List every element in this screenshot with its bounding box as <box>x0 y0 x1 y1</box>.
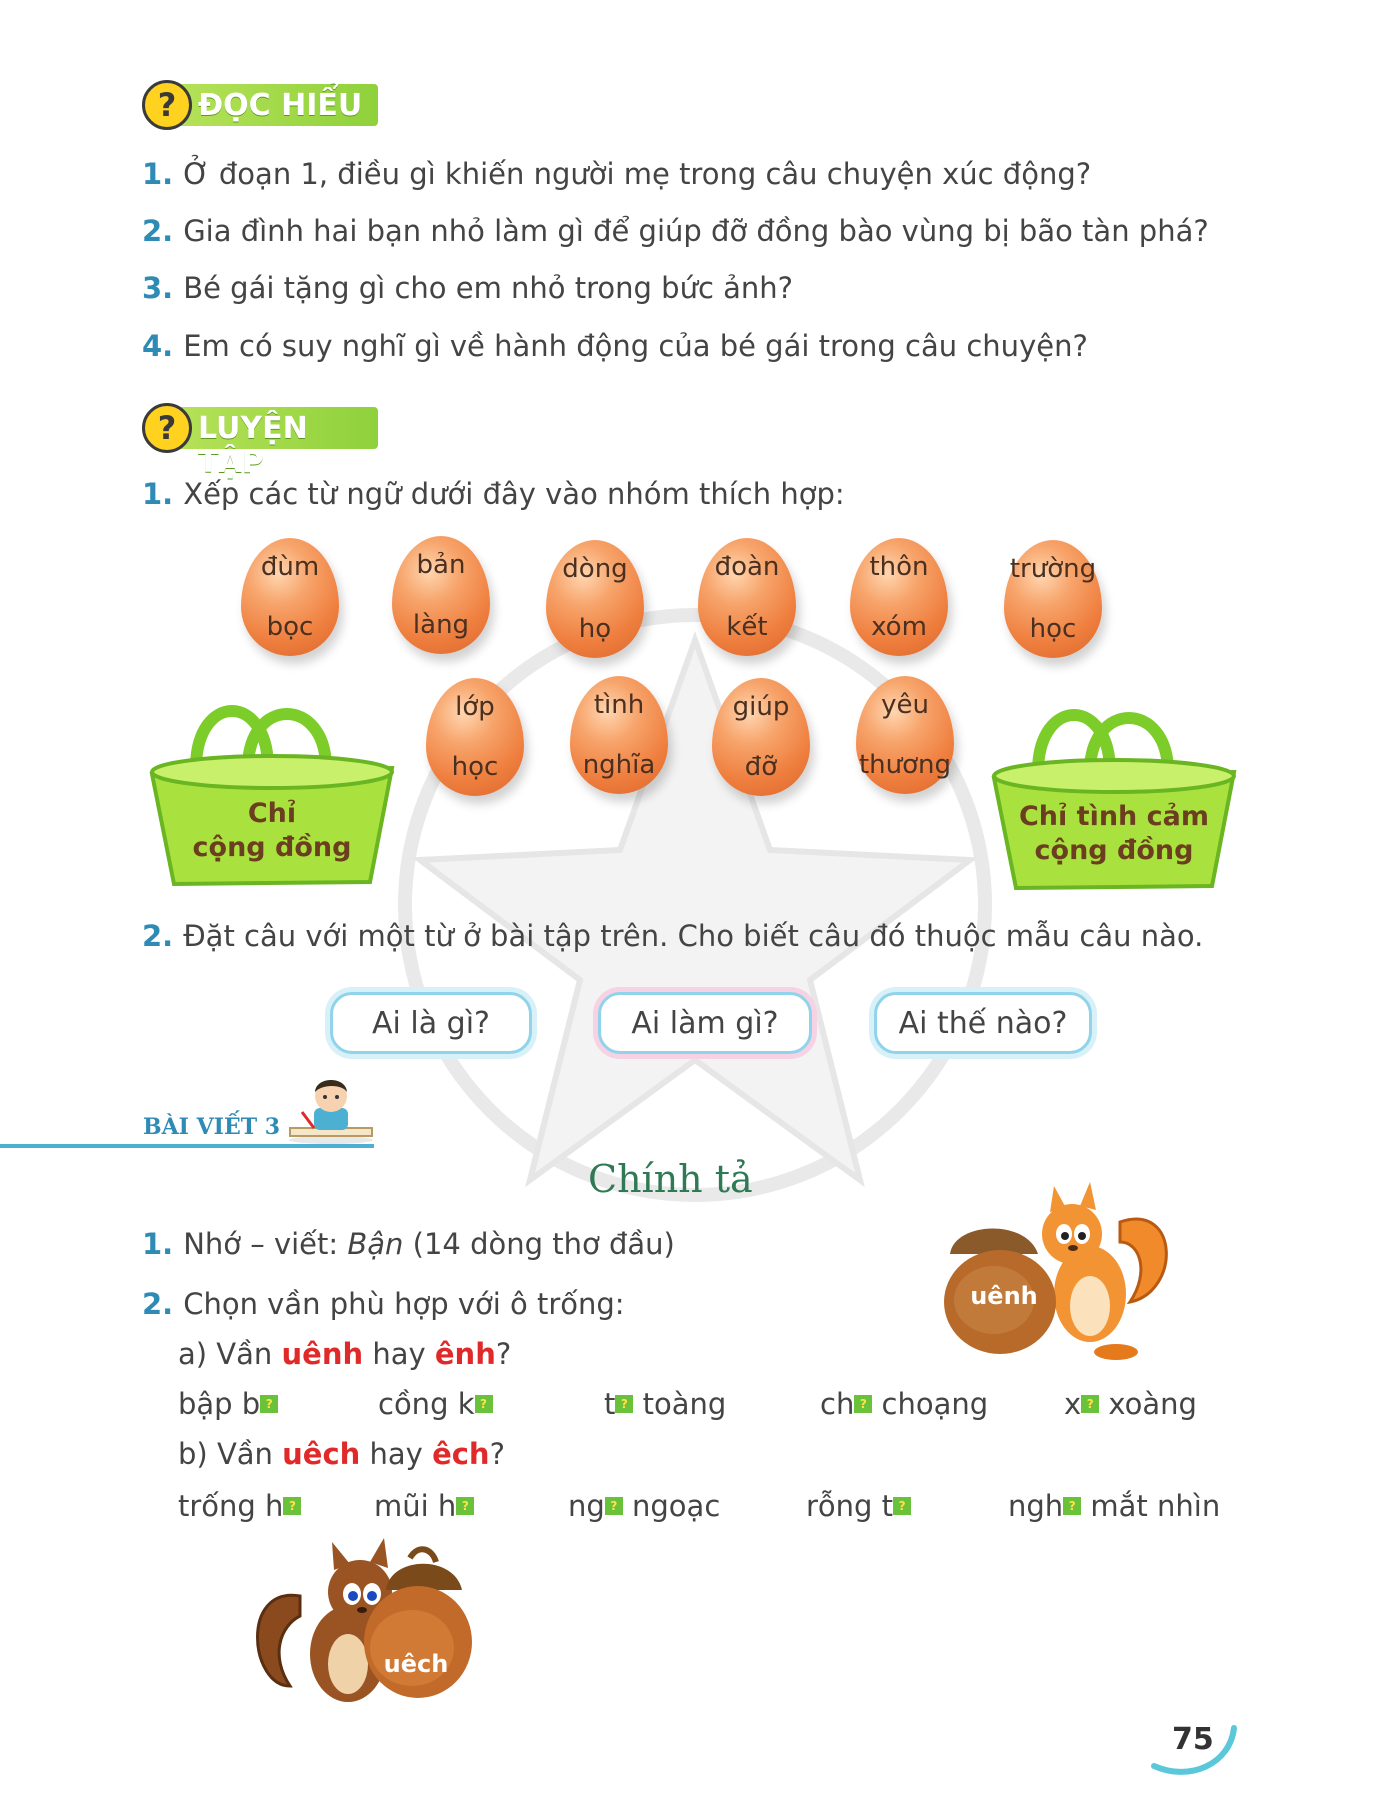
blank-box: ? <box>893 1497 911 1515</box>
blank-box: ? <box>615 1395 633 1413</box>
word-egg[interactable]: thôn xóm <box>850 538 948 656</box>
reading-question-1: 1. Ở đoạn 1, điều gì khiến người mẹ trong câu chuyện xúc động? <box>142 157 1092 191</box>
part-b-word-2[interactable]: mũi h ? <box>374 1488 474 1524</box>
pattern-ai-la-gi[interactable]: Ai là gì? <box>330 992 532 1054</box>
blank-box: ? <box>283 1497 301 1515</box>
word-egg[interactable]: lớp học <box>426 678 524 796</box>
basket-label-line2: cộng đồng <box>1034 835 1194 866</box>
part-b-heading: b) Vần uêch hay êch? <box>178 1437 505 1471</box>
word-egg[interactable]: đùm bọc <box>241 538 339 656</box>
part-b-word-4[interactable]: rỗng t ? <box>806 1488 911 1524</box>
basket-label-line1: Chỉ <box>247 798 297 829</box>
part-a-word-5[interactable]: x ? xoàng <box>1064 1387 1197 1421</box>
squirrel-acorn-uech <box>250 1536 510 1716</box>
word-egg[interactable]: yêu thương <box>856 676 954 794</box>
word-egg[interactable]: tình nghĩa <box>570 676 668 794</box>
blank-box: ? <box>1081 1395 1099 1413</box>
question-icon: ? <box>142 80 192 130</box>
writing-item-2: 2. Chọn vần phù hợp với ô trống: <box>142 1287 625 1321</box>
lesson-rule <box>0 1144 374 1148</box>
reading-question-2: 2. Gia đình hai bạn nhỏ làm gì để giúp đỡ đồng bào vùng bị bão tàn phá? <box>142 214 1209 248</box>
basket-label-line2: cộng đồng <box>192 832 352 863</box>
part-b-word-3[interactable]: ng ? ngoạc <box>568 1489 721 1523</box>
reading-question-4: 4. Em có suy nghĩ gì về hành động của bé gái trong câu chuyện? <box>142 329 1088 363</box>
part-a-word-1[interactable]: bập b ? <box>178 1386 278 1422</box>
section-reading-tag <box>142 80 382 130</box>
lesson-label: BÀI VIẾT 3 <box>143 1114 281 1140</box>
question-icon: ? <box>142 403 192 453</box>
part-a-heading: a) Vần uênh hay ênh? <box>178 1337 512 1371</box>
pattern-ai-the-nao[interactable]: Ai thế nào? <box>874 992 1092 1054</box>
section-title: LUYỆN TẬP <box>198 411 308 480</box>
blank-box: ? <box>260 1395 278 1413</box>
word-egg[interactable]: trường học <box>1004 540 1102 658</box>
squirrel-acorn-uenh <box>940 1182 1180 1362</box>
pattern-ai-lam-gi[interactable]: Ai làm gì? <box>598 992 812 1054</box>
word-egg[interactable]: đoàn kết <box>698 538 796 656</box>
page-number: 75 <box>1172 1722 1214 1757</box>
blank-box: ? <box>475 1395 493 1413</box>
part-a-word-3[interactable]: t ? toàng <box>604 1387 727 1421</box>
writing-item-1: 1. Nhớ – viết: Bận (14 dòng thơ đầu) <box>142 1227 675 1261</box>
blank-box: ? <box>1063 1497 1081 1515</box>
section-title: ĐỌC HIỂU <box>198 88 363 123</box>
basket-label-line1: Chỉ tình cảm <box>1018 801 1210 832</box>
blank-box: ? <box>456 1497 474 1515</box>
basket-right[interactable] <box>990 686 1238 891</box>
part-b-word-1[interactable]: trống h ? <box>178 1488 301 1524</box>
blank-box: ? <box>854 1395 872 1413</box>
practice-task-1: 1. Xếp các từ ngữ dưới đây vào nhóm thích hợp: <box>142 477 845 511</box>
page-title: Chính tả <box>588 1157 753 1201</box>
acorn-label: uênh <box>970 1282 1038 1310</box>
part-b-word-5[interactable]: ngh ? mắt nhìn <box>1008 1489 1221 1523</box>
part-a-word-4[interactable]: ch ? choạng <box>820 1387 989 1421</box>
practice-task-2: 2. Đặt câu với một từ ở bài tập trên. Cho biết câu đó thuộc mẫu câu nào. <box>142 919 1204 953</box>
blank-box: ? <box>605 1497 623 1515</box>
word-egg[interactable]: bản làng <box>392 536 490 654</box>
squirrel-icon <box>940 1182 1180 1362</box>
boy-writing-icon <box>286 1072 376 1144</box>
basket-left[interactable] <box>148 682 396 887</box>
word-egg[interactable]: giúp đỡ <box>712 678 810 796</box>
part-a-word-2[interactable]: cồng k ? <box>378 1386 493 1422</box>
section-practice-tag <box>142 403 382 480</box>
squirrel-icon <box>250 1536 510 1716</box>
word-egg[interactable]: dòng họ <box>546 540 644 658</box>
acorn-label: uêch <box>383 1650 449 1678</box>
reading-question-3: 3. Bé gái tặng gì cho em nhỏ trong bức ảnh? <box>142 271 794 305</box>
